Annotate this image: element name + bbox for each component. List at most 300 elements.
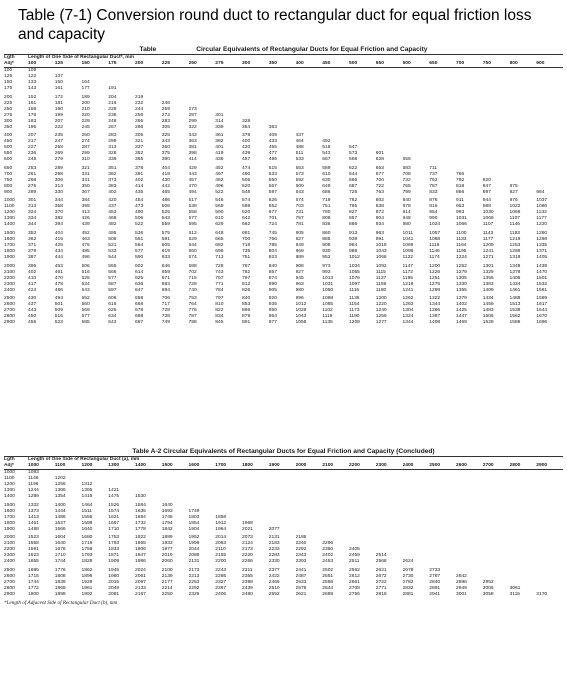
row-length-cell: 2600 bbox=[4, 302, 15, 308]
table-a-title: Circular Equivalents of Rectangular Ducts for Equal Friction and Capacity bbox=[196, 46, 428, 53]
equivalent-diameter-cell: 382 bbox=[54, 216, 63, 222]
equivalent-diameter-cell: 199 bbox=[54, 112, 63, 118]
equivalent-diameter-cell: 164 bbox=[81, 80, 90, 85]
row-length-cell: 150 bbox=[4, 80, 13, 85]
column-header: 400 bbox=[296, 61, 323, 68]
equivalent-diameter-cell: 400 bbox=[242, 139, 251, 145]
equivalent-diameter-cell: 726 bbox=[349, 189, 358, 195]
equivalent-diameter-cell: 656 bbox=[402, 157, 411, 163]
equivalent-diameter-cell: 1865 bbox=[135, 541, 146, 547]
equivalent-diameter-cell: 352 bbox=[135, 151, 144, 157]
equivalent-diameter-cell: 474 bbox=[242, 165, 251, 171]
column-header: 300 bbox=[242, 61, 269, 68]
equivalent-diameter-cell: 1066 bbox=[509, 210, 521, 216]
equivalent-diameter-cell: 993 bbox=[322, 269, 331, 275]
equivalent-diameter-cell: 1909 bbox=[108, 559, 120, 565]
equivalent-diameter-cell: 2621 bbox=[375, 567, 387, 573]
equivalent-diameter-cell: 473 bbox=[135, 204, 144, 210]
equivalent-diameter-cell: 944 bbox=[482, 198, 491, 204]
equivalent-diameter-cell: 674 bbox=[188, 254, 197, 260]
row-length-cell: 2500 bbox=[4, 296, 15, 302]
equivalent-diameter-cell: 573 bbox=[349, 151, 358, 157]
equivalent-diameter-cell: 916 bbox=[429, 204, 438, 210]
equivalent-diameter-cell: 1469 bbox=[456, 320, 467, 326]
equivalent-diameter-cell: 404 bbox=[54, 230, 63, 236]
table-a-span-header: Length of One Side of Rectangular Duct*, mm bbox=[28, 55, 134, 60]
equivalent-diameter-cell: 344 bbox=[54, 198, 63, 204]
equivalent-diameter-cell: 1271 bbox=[482, 254, 494, 260]
equivalent-diameter-cell: 1464 bbox=[81, 502, 93, 508]
equivalent-diameter-cell: 757 bbox=[215, 275, 224, 281]
equivalent-diameter-cell: 2283 bbox=[268, 553, 280, 559]
equivalent-diameter-cell: 2722 bbox=[375, 579, 387, 585]
equivalent-diameter-cell: 751 bbox=[242, 254, 251, 260]
equivalent-diameter-cell: 2266 bbox=[242, 559, 253, 565]
equivalent-diameter-cell: 261 bbox=[28, 171, 37, 177]
equivalent-diameter-cell: 334 bbox=[28, 216, 37, 222]
equivalent-diameter-cell: 2551 bbox=[322, 573, 334, 579]
equivalent-diameter-cell: 1745 bbox=[161, 514, 173, 520]
equivalent-diameter-cell: 2511 bbox=[349, 559, 360, 565]
equivalent-diameter-cell: 857 bbox=[268, 269, 277, 275]
row-length-cell: 450 bbox=[4, 139, 13, 145]
equivalent-diameter-cell: 245 bbox=[81, 124, 90, 130]
equivalent-diameter-cell: 331 bbox=[81, 171, 90, 177]
equivalent-diameter-cell: 573 bbox=[295, 171, 304, 177]
equivalent-diameter-cell: 964 bbox=[268, 314, 277, 320]
equivalent-diameter-cell: 410 bbox=[28, 275, 37, 281]
equivalent-diameter-cell: 522 bbox=[215, 189, 224, 195]
column-header: 650 bbox=[429, 61, 456, 68]
table-b-grid bbox=[4, 457, 563, 598]
table-b-column-headers bbox=[4, 463, 563, 470]
equivalent-diameter-cell: 797 bbox=[242, 275, 251, 281]
equivalent-diameter-cell: 1330 bbox=[456, 281, 467, 287]
equivalent-diameter-cell: 370 bbox=[54, 210, 63, 216]
equivalent-diameter-cell: 322 bbox=[188, 124, 197, 130]
equivalent-diameter-cell: 496 bbox=[81, 254, 90, 260]
equivalent-diameter-cell: 390 bbox=[161, 157, 170, 163]
equivalent-diameter-cell: 780 bbox=[322, 210, 331, 216]
equivalent-diameter-cell: 457 bbox=[188, 177, 197, 183]
row-length-cell: 1700 bbox=[4, 514, 15, 520]
equivalent-diameter-cell: 2088 bbox=[188, 553, 200, 559]
equivalent-diameter-cell: 217 bbox=[28, 139, 37, 145]
equivalent-diameter-cell: 1623 bbox=[28, 553, 39, 559]
equivalent-diameter-cell: 698 bbox=[215, 248, 224, 254]
table-b-adj-label: Adj* bbox=[4, 463, 28, 470]
row-length-cell: 2000 bbox=[4, 535, 15, 541]
equivalent-diameter-cell: 728 bbox=[215, 263, 224, 269]
equivalent-diameter-cell: 1195 bbox=[456, 248, 467, 254]
equivalent-diameter-cell: 1041 bbox=[402, 236, 414, 242]
column-header: 2200 bbox=[349, 463, 376, 470]
equivalent-diameter-cell: 853 bbox=[242, 302, 251, 308]
equivalent-diameter-cell: 2015 bbox=[108, 579, 120, 585]
equivalent-diameter-cell: 321 bbox=[135, 139, 144, 145]
equivalent-diameter-cell: 869 bbox=[295, 248, 304, 254]
table-b-length-label: Lgth bbox=[4, 457, 15, 462]
table-a-body bbox=[4, 68, 563, 327]
equivalent-diameter-cell: 897 bbox=[482, 189, 491, 195]
equivalent-diameter-cell: 2514 bbox=[375, 553, 387, 559]
equivalent-diameter-cell: 2296 bbox=[322, 541, 334, 547]
equivalent-diameter-cell: 404 bbox=[161, 165, 170, 171]
equivalent-diameter-cell: 2124 bbox=[242, 541, 253, 547]
equivalent-diameter-cell: 418 bbox=[161, 171, 170, 177]
equivalent-diameter-cell: 1146 bbox=[429, 248, 440, 254]
equivalent-diameter-cell: 1371 bbox=[536, 248, 548, 254]
equivalent-diameter-cell: 1898 bbox=[54, 591, 66, 597]
equivalent-diameter-cell: 378 bbox=[242, 133, 251, 139]
equivalent-diameter-cell: 1529 bbox=[482, 320, 494, 326]
equivalent-diameter-cell: 1562 bbox=[509, 314, 521, 320]
equivalent-diameter-cell: 771 bbox=[215, 281, 224, 287]
equivalent-diameter-cell: 681 bbox=[242, 230, 251, 236]
equivalent-diameter-cell: 555 bbox=[108, 263, 117, 269]
equivalent-diameter-cell: 1366 bbox=[429, 308, 441, 314]
equivalent-diameter-cell: 643 bbox=[295, 189, 304, 195]
equivalent-diameter-cell: 890 bbox=[268, 281, 277, 287]
equivalent-diameter-cell: 1425 bbox=[456, 308, 467, 314]
equivalent-diameter-cell: 569 bbox=[81, 308, 90, 314]
equivalent-diameter-cell: 430 bbox=[28, 296, 37, 302]
equivalent-diameter-cell: 1107 bbox=[509, 216, 521, 222]
equivalent-diameter-cell: 236 bbox=[28, 151, 37, 157]
equivalent-diameter-cell: 1283 bbox=[402, 302, 414, 308]
column-header: 2100 bbox=[322, 463, 349, 470]
equivalent-diameter-cell: 1177 bbox=[536, 216, 547, 222]
equivalent-diameter-cell: 2139 bbox=[161, 573, 173, 579]
equivalent-diameter-cell: 834 bbox=[215, 314, 224, 320]
equivalent-diameter-cell: 2355 bbox=[242, 573, 253, 579]
equivalent-diameter-cell: 1024 bbox=[429, 222, 441, 228]
row-length-cell: 1400 bbox=[4, 222, 15, 228]
equivalent-diameter-cell: 409 bbox=[268, 133, 277, 139]
equivalent-diameter-cell: 1096 bbox=[402, 248, 414, 254]
equivalent-diameter-cell: 1068 bbox=[375, 254, 387, 260]
equivalent-diameter-cell: 401 bbox=[215, 145, 224, 151]
equivalent-diameter-cell: 1710 bbox=[108, 526, 120, 532]
equivalent-diameter-cell: 622 bbox=[349, 165, 358, 171]
equivalent-diameter-cell: 1068 bbox=[322, 296, 334, 302]
equivalent-diameter-cell: 2881 bbox=[402, 591, 414, 597]
table-row bbox=[4, 95, 563, 101]
column-header: 2700 bbox=[483, 463, 510, 470]
equivalent-diameter-cell: 109 bbox=[28, 68, 37, 73]
equivalent-diameter-cell: 1012 bbox=[295, 302, 307, 308]
equivalent-diameter-cell: 798 bbox=[188, 320, 197, 326]
equivalent-diameter-cell: 314 bbox=[215, 118, 224, 124]
equivalent-diameter-cell: 717 bbox=[161, 302, 170, 308]
equivalent-diameter-cell: 740 bbox=[188, 287, 197, 293]
equivalent-diameter-cell: 619 bbox=[161, 248, 170, 254]
equivalent-diameter-cell: 1621 bbox=[108, 514, 120, 520]
equivalent-diameter-cell: 1438 bbox=[536, 263, 548, 269]
equivalent-diameter-cell: 1889 bbox=[161, 535, 173, 541]
equivalent-diameter-cell: 1977 bbox=[161, 547, 173, 553]
equivalent-diameter-cell: 1324 bbox=[402, 314, 414, 320]
equivalent-diameter-cell: 1617 bbox=[536, 302, 548, 308]
equivalent-diameter-cell: 2787 bbox=[429, 573, 441, 579]
equivalent-diameter-cell: 176 bbox=[28, 112, 37, 118]
equivalent-diameter-cell: 219 bbox=[135, 94, 144, 100]
equivalent-diameter-cell: 313 bbox=[28, 204, 37, 210]
equivalent-diameter-cell: 991 bbox=[375, 236, 384, 242]
equivalent-diameter-cell: 222 bbox=[54, 124, 63, 130]
equivalent-diameter-cell: 2949 bbox=[456, 585, 467, 591]
equivalent-diameter-cell: 2021 bbox=[242, 526, 253, 532]
equivalent-diameter-cell: 1224 bbox=[456, 254, 467, 260]
equivalent-diameter-cell: 1527 bbox=[54, 520, 66, 526]
equivalent-diameter-cell: 659 bbox=[161, 269, 170, 275]
equivalent-diameter-cell: 990 bbox=[429, 216, 438, 222]
equivalent-diameter-cell: 1115 bbox=[375, 269, 386, 275]
equivalent-diameter-cell: 1992 bbox=[81, 591, 93, 597]
equivalent-diameter-cell: 443 bbox=[28, 308, 37, 314]
equivalent-diameter-cell: 963 bbox=[375, 230, 384, 236]
equivalent-diameter-cell: 2562 bbox=[349, 567, 360, 573]
equivalent-diameter-cell: 378 bbox=[135, 165, 144, 171]
equivalent-diameter-cell: 415 bbox=[54, 236, 63, 242]
equivalent-diameter-cell: 1244 bbox=[28, 488, 39, 493]
equivalent-diameter-cell: 649 bbox=[322, 183, 331, 189]
table-a-length-label: Lgth bbox=[4, 55, 15, 60]
equivalent-diameter-cell: 1332 bbox=[28, 502, 39, 508]
equivalent-diameter-cell: 2661 bbox=[349, 579, 360, 585]
equivalent-diameter-cell: 1501 bbox=[536, 275, 548, 281]
equivalent-diameter-cell: 1488 bbox=[509, 296, 521, 302]
equivalent-diameter-cell: 1980 bbox=[108, 573, 120, 579]
equivalent-diameter-cell: 245 bbox=[28, 157, 37, 163]
equivalent-diameter-cell: 195 bbox=[28, 124, 37, 130]
equivalent-diameter-cell: 1312 bbox=[81, 482, 93, 487]
equivalent-diameter-cell: 751 bbox=[322, 204, 331, 210]
equivalent-diameter-cell: 1710 bbox=[54, 553, 66, 559]
equivalent-diameter-cell: 2060 bbox=[161, 559, 173, 565]
equivalent-diameter-cell: 688 bbox=[135, 314, 144, 320]
equivalent-diameter-cell: 1183 bbox=[509, 230, 521, 236]
equivalent-diameter-cell: 577 bbox=[135, 248, 144, 254]
equivalent-diameter-cell: 2048 bbox=[108, 585, 120, 591]
equivalent-diameter-cell: 2044 bbox=[188, 547, 200, 553]
column-header: 1200 bbox=[82, 463, 109, 470]
equivalent-diameter-cell: 268 bbox=[28, 177, 37, 183]
equivalent-diameter-cell: 636 bbox=[135, 281, 144, 287]
equivalent-diameter-cell: 2510 bbox=[268, 585, 280, 591]
equivalent-diameter-cell: 402 bbox=[108, 189, 117, 195]
equivalent-diameter-cell: 413 bbox=[81, 210, 90, 216]
equivalent-diameter-cell: 283 bbox=[108, 133, 117, 139]
equivalent-diameter-cell: 2621 bbox=[295, 591, 307, 597]
equivalent-diameter-cell: 835 bbox=[322, 222, 331, 228]
equivalent-diameter-cell: 765 bbox=[456, 171, 465, 177]
equivalent-diameter-cell: 606 bbox=[108, 296, 117, 302]
equivalent-diameter-cell: 439 bbox=[242, 151, 251, 157]
equivalent-diameter-cell: 1839 bbox=[54, 579, 66, 585]
equivalent-diameter-cell: 703 bbox=[295, 204, 304, 210]
equivalent-diameter-cell: 467 bbox=[215, 171, 224, 177]
equivalent-diameter-cell: 785 bbox=[268, 242, 277, 248]
equivalent-diameter-cell: 738 bbox=[161, 314, 170, 320]
row-length-cell: 1600 bbox=[4, 508, 15, 514]
equivalent-diameter-cell: 1118 bbox=[429, 242, 440, 248]
equivalent-diameter-cell: 1538 bbox=[509, 308, 521, 314]
equivalent-diameter-cell: 344 bbox=[28, 222, 37, 228]
equivalent-diameter-cell: 1196 bbox=[28, 482, 39, 487]
equivalent-diameter-cell: 1304 bbox=[402, 308, 414, 314]
equivalent-diameter-cell: 1530 bbox=[135, 494, 146, 499]
equivalent-diameter-cell: 2568 bbox=[375, 559, 387, 565]
equivalent-diameter-cell: 183 bbox=[28, 118, 37, 124]
equivalent-diameter-cell: 434 bbox=[54, 248, 63, 254]
equivalent-diameter-cell: 299 bbox=[188, 118, 197, 124]
equivalent-diameter-cell: 802 bbox=[375, 198, 384, 204]
equivalent-diameter-cell: 686 bbox=[322, 189, 331, 195]
equivalent-diameter-cell: 1086 bbox=[536, 204, 548, 210]
equivalent-diameter-cell: 425 bbox=[54, 242, 63, 248]
equivalent-diameter-cell: 488 bbox=[295, 145, 304, 151]
equivalent-diameter-cell: 247 bbox=[54, 139, 63, 145]
equivalent-diameter-cell: 511 bbox=[295, 151, 304, 157]
equivalent-diameter-cell: 548 bbox=[242, 189, 251, 195]
equivalent-diameter-cell: 246 bbox=[161, 100, 170, 106]
table-row bbox=[4, 470, 563, 477]
equivalent-diameter-cell: 1299 bbox=[429, 287, 441, 293]
equivalent-diameter-cell: 708 bbox=[402, 171, 411, 177]
equivalent-diameter-cell: 543 bbox=[322, 151, 331, 157]
equivalent-diameter-cell: 453 bbox=[108, 210, 117, 216]
equivalent-diameter-cell: 652 bbox=[268, 204, 277, 210]
equivalent-diameter-cell: 1097 bbox=[349, 281, 360, 287]
equivalent-diameter-cell: 766 bbox=[268, 236, 277, 242]
equivalent-diameter-cell: 1146 bbox=[28, 476, 39, 481]
equivalent-diameter-cell: 358 bbox=[54, 204, 63, 210]
equivalent-diameter-cell: 533 bbox=[268, 171, 277, 177]
equivalent-diameter-cell: 328 bbox=[242, 118, 251, 124]
equivalent-diameter-cell: 845 bbox=[215, 320, 224, 326]
equivalent-diameter-cell: 228 bbox=[108, 106, 117, 112]
equivalent-diameter-cell: 272 bbox=[161, 112, 170, 118]
equivalent-diameter-cell: 339 bbox=[108, 157, 117, 163]
equivalent-diameter-cell: 904 bbox=[375, 216, 384, 222]
equivalent-diameter-cell: 1318 bbox=[509, 254, 521, 260]
equivalent-diameter-cell: 567 bbox=[322, 157, 331, 163]
row-length-cell: 2300 bbox=[4, 553, 15, 559]
equivalent-diameter-cell: 1102 bbox=[322, 308, 333, 314]
equivalent-diameter-cell: 662 bbox=[242, 222, 251, 228]
equivalent-diameter-cell: 1400 bbox=[54, 502, 66, 508]
equivalent-diameter-cell: 391 bbox=[135, 171, 144, 177]
equivalent-diameter-cell: 343 bbox=[188, 133, 197, 139]
table-b-body bbox=[4, 470, 563, 598]
equivalent-diameter-cell: 1854 bbox=[188, 520, 200, 526]
equivalent-diameter-cell: 700 bbox=[242, 236, 251, 242]
equivalent-diameter-cell: 306 bbox=[54, 177, 63, 183]
equivalent-diameter-cell: 847 bbox=[482, 183, 491, 189]
column-header: 600 bbox=[403, 61, 430, 68]
equivalent-diameter-cell: 2771 bbox=[375, 585, 387, 591]
equivalent-diameter-cell: 575 bbox=[161, 230, 170, 236]
equivalent-diameter-cell: 551 bbox=[135, 236, 144, 242]
equivalent-diameter-cell: 876 bbox=[429, 198, 438, 204]
row-length-cell: 250 bbox=[4, 106, 13, 112]
equivalent-diameter-cell: 381 bbox=[188, 145, 197, 151]
equivalent-diameter-cell: 2755 bbox=[349, 591, 360, 597]
equivalent-diameter-cell: 683 bbox=[402, 165, 411, 171]
equivalent-diameter-cell: 1667 bbox=[108, 520, 120, 526]
equivalent-diameter-cell: 525 bbox=[81, 275, 90, 281]
equivalent-diameter-cell: 1220 bbox=[375, 302, 387, 308]
equivalent-diameter-cell: 1604 bbox=[54, 535, 66, 541]
equivalent-diameter-cell: 463 bbox=[81, 236, 90, 242]
row-length-cell: 1600 bbox=[4, 236, 15, 242]
column-header: 150 bbox=[82, 61, 109, 68]
equivalent-diameter-cell: 1999 bbox=[188, 541, 200, 547]
equivalent-diameter-cell: 1190 bbox=[349, 314, 360, 320]
equivalent-diameter-cell: 258 bbox=[54, 145, 63, 151]
equivalent-diameter-cell: 2233 bbox=[268, 547, 280, 553]
equivalent-diameter-cell: 781 bbox=[295, 222, 304, 228]
equivalent-diameter-cell: 207 bbox=[54, 118, 63, 124]
equivalent-diameter-cell: 189 bbox=[81, 94, 90, 100]
equivalent-diameter-cell: 2167 bbox=[135, 591, 146, 597]
row-length-cell: 100 bbox=[4, 68, 13, 73]
equivalent-diameter-cell: 544 bbox=[108, 254, 117, 260]
equivalent-diameter-cell: 177 bbox=[81, 86, 90, 91]
equivalent-diameter-cell: 728 bbox=[188, 281, 197, 287]
equivalent-diameter-cell: 762 bbox=[349, 198, 358, 204]
equivalent-diameter-cell: 289 bbox=[54, 165, 63, 171]
row-length-cell: 275 bbox=[4, 112, 13, 118]
row-length-cell: 1500 bbox=[4, 230, 15, 236]
table-row bbox=[4, 101, 563, 107]
row-length-cell: 2900 bbox=[4, 591, 15, 597]
equivalent-diameter-cell: 2832 bbox=[402, 585, 414, 591]
equivalent-diameter-cell: 805 bbox=[295, 230, 304, 236]
equivalent-diameter-cell: 420 bbox=[242, 145, 251, 151]
row-length-cell: 2100 bbox=[4, 541, 15, 547]
equivalent-diameter-cell: 2077 bbox=[268, 526, 280, 532]
equivalent-diameter-cell: 1693 bbox=[161, 508, 173, 514]
equivalent-diameter-cell: 501 bbox=[54, 302, 63, 308]
equivalent-diameter-cell: 398 bbox=[188, 151, 197, 157]
row-length-cell: 1300 bbox=[4, 488, 15, 493]
equivalent-diameter-cell: 1241 bbox=[482, 248, 494, 254]
equivalent-diameter-cell: 810 bbox=[215, 302, 224, 308]
equivalent-diameter-cell: 1373 bbox=[28, 508, 39, 514]
equivalent-diameter-cell: 227 bbox=[28, 145, 37, 151]
equivalent-diameter-cell: 1434 bbox=[509, 281, 521, 287]
equivalent-diameter-cell: 1122 bbox=[402, 254, 414, 260]
equivalent-diameter-cell: 301 bbox=[215, 112, 224, 118]
equivalent-diameter-cell: 354 bbox=[242, 124, 251, 130]
equivalent-diameter-cell: 2061 bbox=[135, 573, 146, 579]
equivalent-diameter-cell: 275 bbox=[28, 183, 37, 189]
equivalent-diameter-cell: 1058 bbox=[295, 320, 307, 326]
row-length-cell: 1200 bbox=[4, 482, 15, 487]
column-header: 350 bbox=[269, 61, 296, 68]
equivalent-diameter-cell: 521 bbox=[108, 242, 117, 248]
equivalent-diameter-cell: 767 bbox=[242, 263, 251, 269]
equivalent-diameter-cell: 482 bbox=[215, 177, 224, 183]
equivalent-diameter-cell: 283 bbox=[161, 118, 170, 124]
equivalent-diameter-cell: 1147 bbox=[402, 263, 414, 269]
equivalent-diameter-cell: 495 bbox=[108, 230, 117, 236]
equivalent-diameter-cell: 2214 bbox=[161, 585, 173, 591]
equivalent-diameter-cell: 939 bbox=[349, 236, 358, 242]
equivalent-diameter-cell: 486 bbox=[161, 198, 170, 204]
